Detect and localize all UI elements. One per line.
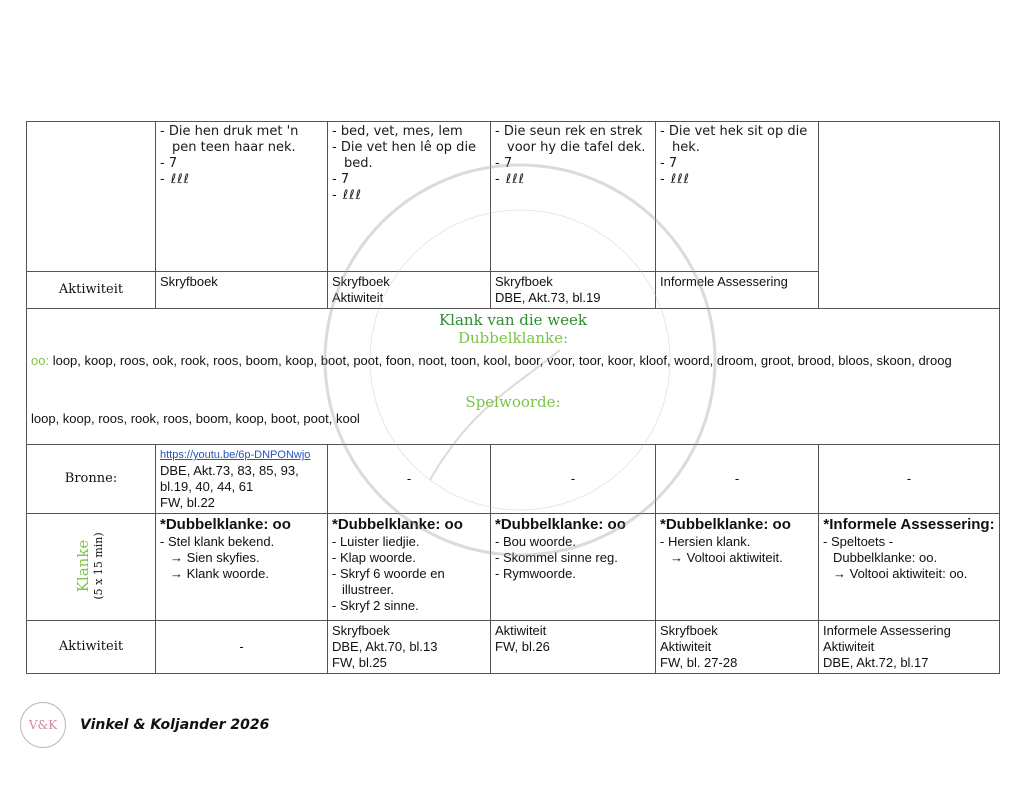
text-line: Skryfboek bbox=[495, 274, 553, 289]
akt1-day2 bbox=[328, 272, 491, 309]
day2-cell bbox=[328, 122, 491, 272]
text-line: - Die hen druk met 'n pen teen haar nek. bbox=[160, 124, 299, 155]
text-line: - 7 bbox=[332, 172, 350, 187]
text-line: Informele Assessering bbox=[823, 623, 951, 638]
text-line: → Sien skyfies. bbox=[170, 550, 260, 565]
klanke-row bbox=[27, 514, 1000, 621]
text-line: - 7 bbox=[160, 156, 178, 171]
text-line: - Rymwoorde. bbox=[495, 566, 576, 581]
text-line: - Luister liedjie. bbox=[332, 534, 420, 549]
klank-section-row bbox=[27, 309, 1000, 445]
text-line: Skryfboek bbox=[160, 274, 218, 289]
text-line: DBE, Akt.70, bl.13 bbox=[332, 639, 438, 654]
akt1-day3 bbox=[491, 272, 656, 309]
text-line: Aktiwiteit bbox=[823, 639, 875, 654]
bronne-day2: - bbox=[328, 445, 491, 514]
bronne-day4: - bbox=[656, 445, 819, 514]
akt1-day4 bbox=[656, 272, 819, 309]
akt2-day5 bbox=[819, 621, 1000, 674]
loops-line: - ℓℓℓ bbox=[160, 172, 190, 187]
bronne-day3: - bbox=[491, 445, 656, 514]
day-heading: *Dubbelklanke: oo bbox=[495, 516, 626, 533]
text-line: → Klank woorde. bbox=[170, 566, 269, 581]
akt2-day4 bbox=[656, 621, 819, 674]
klank-title: Klank van die week bbox=[438, 311, 588, 329]
spelwoorde-list: loop, koop, roos, rook, roos, boom, koop, boot, poot, kool bbox=[31, 411, 360, 426]
text-line: - 7 bbox=[495, 156, 513, 171]
text-line: Aktiwiteit bbox=[495, 623, 547, 638]
text-line: DBE, Akt.73, 83, 85, 93, bbox=[160, 463, 299, 478]
klanke-day4 bbox=[656, 514, 819, 621]
spelwoorde-title: Spelwoorde: bbox=[465, 393, 561, 411]
text-line: → Voltooi aktiwiteit. bbox=[670, 550, 783, 565]
text-line: - Die vet hek sit op die hek. bbox=[660, 124, 808, 155]
klanke-day2 bbox=[328, 514, 491, 621]
row-label-bronne: Bronne: bbox=[27, 445, 156, 514]
oo-words: loop, koop, roos, ook, rook, roos, boom, koop, boot, poot, foon, noot, toon, kool, boor, voor, toor, koor, kloof, woord, droom, groot, brood, bloos, skoon, droog bbox=[52, 353, 952, 368]
akt1-day1 bbox=[156, 272, 328, 309]
loops-line: - ℓℓℓ bbox=[332, 188, 362, 203]
klank-subtitle: Dubbelklanke: bbox=[457, 329, 569, 347]
text-line: - 7 bbox=[660, 156, 678, 171]
text-line: - Bou woorde. bbox=[495, 534, 576, 549]
text-line: FW, bl.22 bbox=[160, 495, 215, 510]
text-line: - bed, vet, mes, lem bbox=[332, 124, 463, 139]
text-line: - Klap woorde. bbox=[332, 550, 416, 565]
text-line: - Hersien klank. bbox=[660, 534, 751, 549]
row-label-aktiwiteit-2: Aktiwiteit bbox=[27, 621, 156, 674]
vertical-label-wrap bbox=[31, 516, 151, 616]
day-heading: *Dubbelklanke: oo bbox=[160, 516, 291, 533]
text-line: FW, bl. 27-28 bbox=[660, 655, 738, 670]
bronne-day1 bbox=[156, 445, 328, 514]
text-line: - Stel klank bekend. bbox=[160, 534, 275, 549]
footer bbox=[20, 702, 269, 748]
klanke-label: Klanke bbox=[74, 539, 92, 593]
day4-cell bbox=[656, 122, 819, 272]
oo-word-list bbox=[31, 353, 995, 369]
text-line: DBE, Akt.72, bl.17 bbox=[823, 655, 929, 670]
text-line: - Skryf 2 sinne. bbox=[332, 598, 419, 613]
klanke-day3 bbox=[491, 514, 656, 621]
akt2-day1: - bbox=[156, 621, 328, 674]
text-line: illustreer. bbox=[342, 582, 395, 597]
text-line: - Speltoets - bbox=[823, 534, 894, 549]
row-label-empty bbox=[27, 122, 156, 272]
text-line: Dubbelklanke: oo. bbox=[833, 550, 938, 565]
day1-cell bbox=[156, 122, 328, 272]
text-line: DBE, Akt.73, bl.19 bbox=[495, 290, 601, 305]
text-line: - Skryf 6 woorde en bbox=[332, 566, 445, 581]
day-heading: *Dubbelklanke: oo bbox=[660, 516, 791, 533]
text-line: Aktiwiteit bbox=[660, 639, 712, 654]
day3-cell bbox=[491, 122, 656, 272]
lesson-plan-table bbox=[26, 121, 1000, 674]
text-line: Informele Assessering bbox=[660, 274, 788, 289]
text-line: - Skommel sinne reg. bbox=[495, 550, 618, 565]
klanke-day5 bbox=[819, 514, 1000, 621]
text-line: Aktiwiteit bbox=[332, 290, 384, 305]
klank-section-cell bbox=[27, 309, 1000, 445]
aktiwiteit-row-2 bbox=[27, 621, 1000, 674]
text-line: bl.19, 40, 44, 61 bbox=[160, 479, 254, 494]
vertical-label bbox=[75, 532, 107, 599]
sentence-row bbox=[27, 122, 1000, 272]
row-label-klanke bbox=[27, 514, 156, 621]
footer-copyright: Vinkel & Koljander 2026 bbox=[80, 717, 270, 733]
day5-cell-empty bbox=[819, 122, 1000, 309]
text-line: Skryfboek bbox=[660, 623, 718, 638]
text-line: Skryfboek bbox=[332, 623, 390, 638]
loops-line: - ℓℓℓ bbox=[660, 172, 690, 187]
brand-logo: V&K bbox=[20, 702, 66, 748]
klanke-sublabel: (5 x 15 min) bbox=[92, 532, 105, 600]
oo-label: oo: bbox=[31, 353, 50, 368]
day-heading: *Dubbelklanke: oo bbox=[332, 516, 463, 533]
text-line: → Voltooi aktiwiteit: oo. bbox=[833, 566, 968, 581]
youtube-link[interactable]: https://youtu.be/6p-DNPONwjo bbox=[160, 449, 311, 461]
text-line: Skryfboek bbox=[332, 274, 390, 289]
akt2-day3 bbox=[491, 621, 656, 674]
akt2-day2 bbox=[328, 621, 491, 674]
bronne-row bbox=[27, 445, 1000, 514]
row-label-aktiwiteit: Aktiwiteit bbox=[27, 272, 156, 309]
text-line: - Die vet hen lê op die bed. bbox=[332, 140, 477, 171]
day-heading: *Informele Assessering: bbox=[823, 516, 995, 533]
bronne-day5: - bbox=[819, 445, 1000, 514]
loops-line: - ℓℓℓ bbox=[495, 172, 525, 187]
klanke-day1 bbox=[156, 514, 328, 621]
text-line: FW, bl.25 bbox=[332, 655, 387, 670]
text-line: - Die seun rek en strek voor hy die tafel dek. bbox=[495, 124, 646, 155]
text-line: FW, bl.26 bbox=[495, 639, 550, 654]
